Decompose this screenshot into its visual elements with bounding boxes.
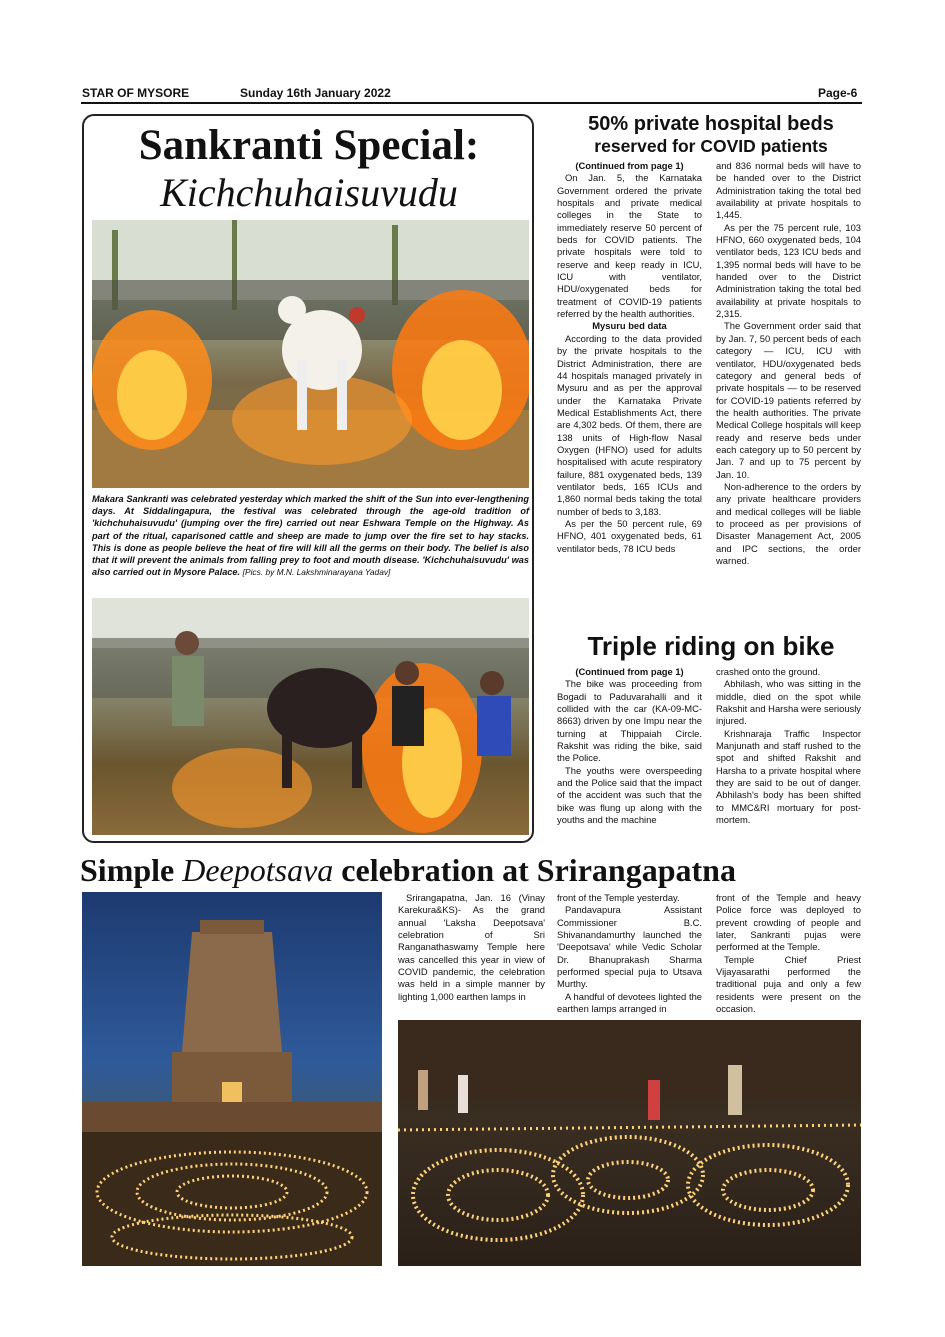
deepotsava-column-3 xyxy=(716,892,861,1015)
deepotsava-column-2 xyxy=(557,892,702,1015)
headline-part-a: Simple xyxy=(80,852,183,888)
hospital-para: The Government order said that by Jan. 7, 50 percent beds of each category — ICU, ICU with ventilator, HDU/oxygenated beds category and general beds of private hospitals — to be reserved for COVID-19 patients referred by the health authorities. The private Medical College hospitals will keep ready and reserve beds under each category up to 50 percent by Jan. 7 and up to 75 percent by Jan. 10. xyxy=(716,320,861,480)
temple-tower-photo xyxy=(82,892,382,1266)
masthead-rule xyxy=(81,102,862,104)
hospital-headline xyxy=(552,113,870,157)
hospital-para: As per the 75 percent rule, 103 HFNO, 660 oxygenated beds, 104 ventilator beds, 123 ICU beds and 1,395 normal beds will have to be handed over to the District Administration taking the total bed availability at private hospitals to 2,315. xyxy=(716,221,861,320)
bike-column-2 xyxy=(716,666,861,826)
earthen-lamps-photo xyxy=(398,1020,861,1266)
hospital-column-2 xyxy=(716,160,861,567)
hospital-continued: (Continued from page 1) xyxy=(575,160,684,171)
bike-para: Abhilash, who was sitting in the middle, died on the spot while Rakshit and Harsha were seriously injured. xyxy=(716,678,861,727)
paper-name: STAR OF MYSORE xyxy=(82,86,190,100)
deepotsava-para: front of the Temple yesterday. xyxy=(557,892,680,903)
mysuru-bed-data-subhead: Mysuru bed data xyxy=(592,320,667,332)
bike-para: Krishnaraja Traffic Inspector Manjunath and staff rushed to the spot and shifted Rakshit and Harsha to a private hospital where they are said to be out of danger. Abhilash's body has been shifted to MMC&RI mortuary for post-mortem. xyxy=(716,727,861,826)
deepotsava-headline xyxy=(80,851,865,889)
deepotsava-para: Pandavapura Assistant Commissioner B.C. Shivanandamurthy launched the 'Deepotsava' while Vedic Scholar Dr. Bhanuprakash Sharma performed special puja to Utsava Murthy. xyxy=(557,904,702,990)
issue-date: Sunday 16th January 2022 xyxy=(240,86,391,100)
bike-continued: (Continued from page 1) xyxy=(575,666,684,677)
bike-headline: Triple riding on bike xyxy=(587,631,835,661)
sankranti-caption xyxy=(92,493,529,578)
sankranti-subtitle: Kichchuhaisuvudu xyxy=(160,170,458,215)
bike-para: The bike was proceeding from Bogadi to Paduvarahalli and it collided with the car (KA-09-MC-8663) driven by one Impu near the turning at Thippaiah Circle. Rakshit was riding the bike, said the Police. xyxy=(557,678,702,764)
hospital-column-1 xyxy=(557,160,702,555)
hospital-para: and 836 normal beds will have to be handed over to the District Administration taking the total bed availability at private hospitals to 1,445. xyxy=(716,160,861,221)
deepotsava-para: A handful of devotees lighted the earthen lamps arranged in xyxy=(557,990,702,1015)
deepotsava-para: front of the Temple and heavy Police force was deployed to prevent crowding of people and later, Sankranti pujas were performed at the Temple. xyxy=(716,892,861,953)
hospital-headline-line2: reserved for COVID patients xyxy=(594,136,828,156)
caption-text: Makara Sankranti was celebrated yesterday which marked the shift of the Sun into ever-lengthening days. At Siddalingapura, the festival was celebrated through the age-old tradition of 'kichchuhaisuvudu' (jumping over the fire) carried out near Eshwara Temple on the Highway. As part of the ritual, caparisoned cattle and sheep are made to jump over the fire set to hay stacks. This is done as people believe the heat of fire will kill all the germs on their body. The belief is also that it will prevent the animals from falling prey to foot and mouth disease. 'Kichchuhaisuvudu' was also carried out in Mysore Palace. xyxy=(92,494,529,578)
fire-jump-photo-2 xyxy=(92,598,529,835)
headline-part-b: Deepotsava xyxy=(182,852,334,888)
hospital-para: According to the data provided by the private hospitals to the District Administration, there are 44 hospitals managed privately in Mysuru and as per the approval under the Karnataka Private Medical Establishments Act, there are 4,302 beds. Of them, there are 138 units of High-flow Nasal Oxygen (HFNO) used for adults hospitalised with acute respiratory failure, 881 oxygenated beds, 139 ventilator beds, 165 ICUs and 1,860 normal beds taking the total number of beds to 3,183. xyxy=(557,332,702,517)
page-number: Page-6 xyxy=(818,86,858,100)
photo-credit: [Pics. by M.N. Lakshminarayana Yadav] xyxy=(242,567,391,578)
hospital-para: Non-adherence to the orders by any private healthcare providers and medical colleges will be liable to proceed as per provisions of Disaster Management Act, 2005 and IPC sections, the order warned. xyxy=(716,480,861,566)
sankranti-title: Sankranti Special: xyxy=(138,122,480,169)
bike-column-1 xyxy=(557,666,702,826)
deepotsava-para: Temple Chief Priest Vijayasarathi performed the traditional puja and only a few residents were present on the occasion. xyxy=(716,953,861,1015)
hospital-headline-line1: 50% private hospital beds xyxy=(588,113,834,135)
headline-part-c: celebration at Srirangapatna xyxy=(333,852,736,888)
deepotsava-column-1 xyxy=(398,892,545,1003)
fire-jump-photo-1 xyxy=(92,220,529,488)
bike-para: The youths were overspeeding and the Police said that the impact of the accident was such that the bike was flung up along with the youths and the machine xyxy=(557,764,702,826)
deepotsava-para: Srirangapatna, Jan. 16 (Vinay Karekura&KS)- As the grand annual 'Laksha Deepotsava' celebration of Sri Ranganathaswamy Temple here was cancelled this year in view of COVID pandemic, the celebration was held in a simple manner by lighting 1,000 earthen lamps in xyxy=(398,892,545,1002)
hospital-para: As per the 50 percent rule, 69 HFNO, 401 oxygenated beds, 61 ventilator beds, 78 ICU beds xyxy=(557,517,702,554)
hospital-para: On Jan. 5, the Karnataka Government ordered the private hospitals and private medical colleges in the State to immediately reserve 50 percent of beds for COVID patients. The private hospitals were told to reserve and keep ready in ICU, ICU with ventilator, HDU/oxygenated beds for treatment of COVID-19 patients referred by the health authorities. xyxy=(557,172,702,320)
bike-para: crashed onto the ground. xyxy=(716,666,821,677)
